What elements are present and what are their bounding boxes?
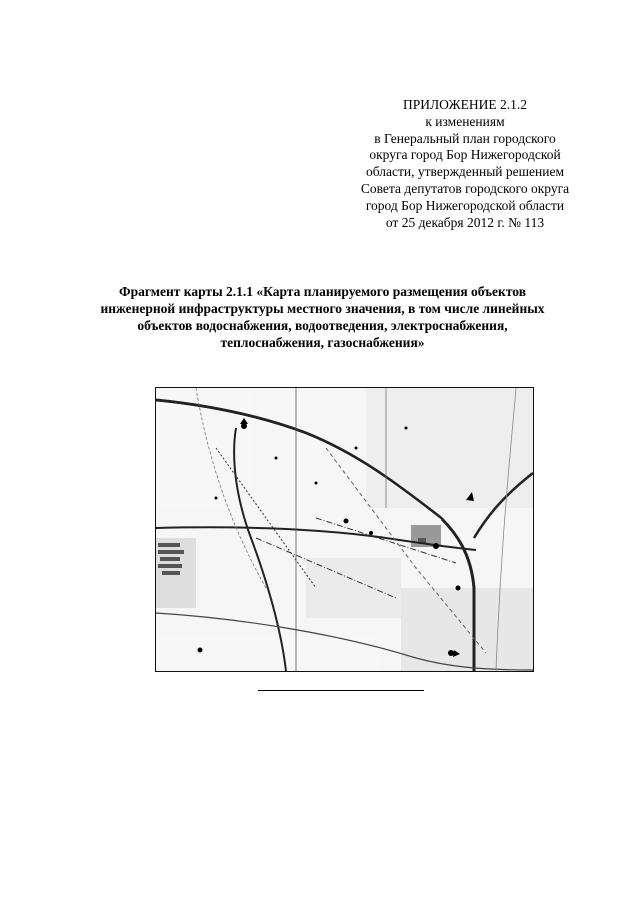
approval-line: ПРИЛОЖЕНИЕ 2.1.2	[402, 97, 528, 112]
terrain-texture	[156, 388, 533, 671]
approval-line: Совета депутатов городского округа	[360, 180, 570, 196]
approval-line: к изменениям	[425, 113, 505, 129]
approval-block	[330, 97, 600, 231]
approval-line: в Генеральный план городского	[374, 130, 556, 146]
map-fragment-title	[70, 283, 575, 351]
title-line: теплоснабжения, газоснабжения»	[220, 335, 425, 350]
title-line: инженерной инфраструктуры местного значения, в том числе линейных	[100, 301, 545, 316]
map-fragment	[155, 387, 534, 672]
approval-line: области, утвержденный решением	[366, 164, 564, 180]
map-drawing	[156, 388, 533, 671]
approval-line: округа город Бор Нижегородской	[369, 147, 561, 163]
approval-line: город Бор Нижегородской области	[365, 197, 565, 213]
title-line: Фрагмент карты 2.1.1 «Карта планируемого размещения объектов	[119, 284, 526, 299]
closing-rule	[258, 690, 424, 691]
title-line: объектов водоснабжения, водоотведения, электроснабжения,	[137, 318, 508, 333]
approval-line: от 25 декабря 2012 г. № 113	[385, 214, 545, 230]
